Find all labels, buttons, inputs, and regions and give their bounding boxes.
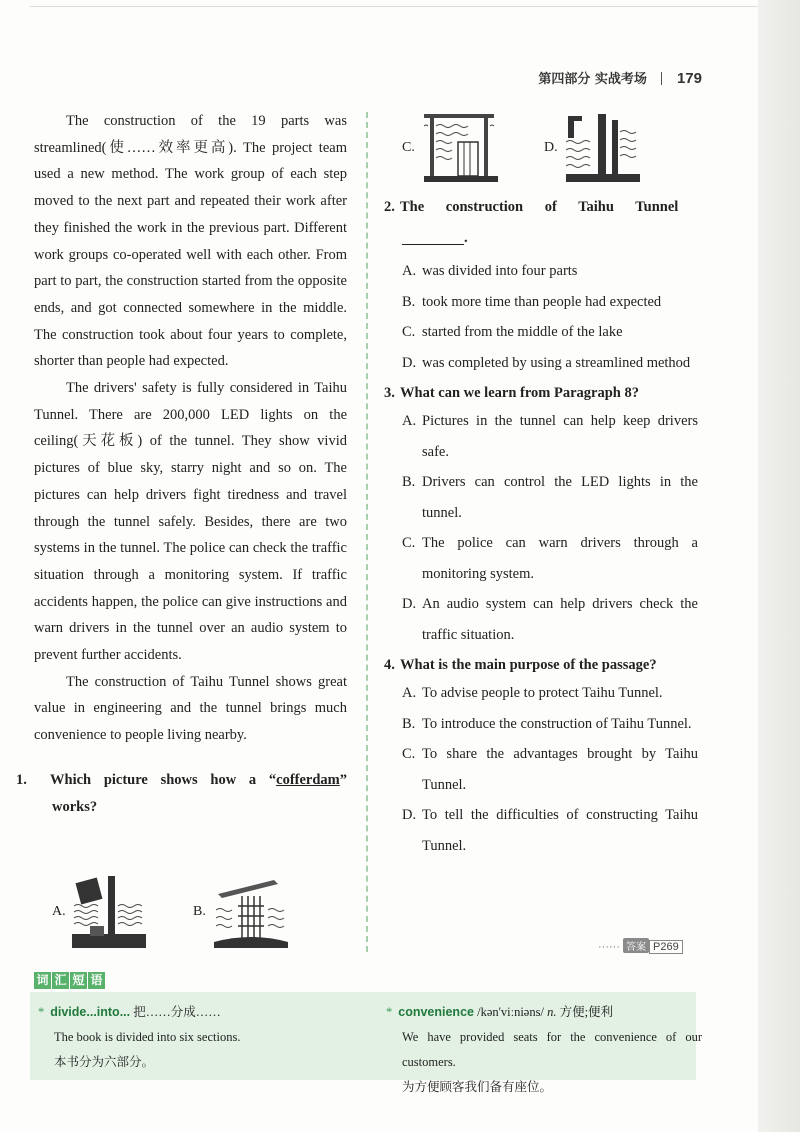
picture-c[interactable] — [424, 112, 498, 182]
q4-option-d[interactable]: D. To tell the difficulties of constructing Taihu Tunnel. — [402, 807, 698, 854]
answer-badge: 答案 — [623, 938, 649, 953]
page-header — [538, 68, 702, 87]
top-rule — [30, 6, 758, 7]
picture-a[interactable] — [72, 876, 146, 948]
q2-option-a[interactable]: A. was divided into four parts — [402, 263, 578, 279]
cofferdam-term: cofferdam — [276, 771, 340, 788]
header-separator — [661, 72, 662, 85]
vocab-title: 词 汇 短 语 — [34, 972, 105, 989]
option-label-b[interactable]: B. — [193, 904, 206, 919]
q4-option-b[interactable]: B. To introduce the construction of Taihu Tunnel. — [402, 715, 692, 732]
question-3-options — [402, 406, 698, 650]
q3-option-c[interactable]: C. The police can warn drivers through a monitoring system. — [402, 535, 698, 582]
q3-option-b[interactable]: B. Drivers can control the LED lights in the tunnel. — [402, 474, 698, 521]
answer-blank[interactable] — [402, 228, 464, 245]
paragraph-7: The drivers' safety is fully considered in Taihu Tunnel. There are 200,000 LED lights on the ceiling(天花板) of the tunnel. They show vivid pictures of blue sky, starry night and so on. The pictures can help drivers fight tiredness and travel through the tunnel safely. Besides, there are two systems in the tunnel. The police can check the traffic situation through a monitoring system. If traffic accidents happen, the police can give instructions and warn drivers in the tunnel over an audio system to prevent further accidents. — [34, 380, 347, 664]
option-label-c[interactable]: C. — [402, 140, 415, 155]
page-edge — [758, 0, 800, 1132]
section-subtitle: 实战考场 — [594, 72, 647, 87]
q2-option-b[interactable]: B. took more time than people had expected — [402, 293, 662, 310]
q3-option-a[interactable]: A. Pictures in the tunnel can help keep drivers safe. — [402, 413, 698, 460]
vocab-box — [30, 992, 702, 1094]
picture-b[interactable] — [214, 876, 288, 948]
question-2: 2. The construction of Taihu Tunnel — [384, 199, 679, 215]
passage-column — [16, 108, 347, 821]
vocab-entry-divide: * divide...into... 把……分成…… The book is divided into six sections. 本书分为六部分。 — [38, 1005, 241, 1069]
column-divider — [366, 112, 368, 952]
paragraph-6: The construction of the 19 parts was streamlined(使……效率更高). The project team used a new method. The work group of each step moved to the next part and repeated their work after they finished the work in the previous part. Different work groups co-operated well with each other. From part to part, the construction started from the opposite ends, and got connected somewhere in the middle. The construction took about four years to complete, shorter than people had expected. — [34, 113, 347, 370]
q2-option-c[interactable]: C. started from the middle of the lake — [402, 324, 623, 340]
q2-option-d[interactable]: D. was completed by using a streamlined method — [402, 354, 691, 371]
option-label-d[interactable]: D. — [544, 140, 558, 155]
question-3: 3. What can we learn from Paragraph 8? — [384, 385, 639, 401]
questions-column — [384, 194, 698, 861]
q4-option-c[interactable]: C. To share the advantages brought by Taihu Tunnel. — [402, 746, 698, 793]
vocab-entry-convenience: * convenience /kən'viːniəns/ n. 方便;便利 We have provided seats for the convenience of our customers. 为方便顾客我们备有座位。 — [386, 1005, 702, 1094]
star-icon: * — [38, 1005, 45, 1019]
picture-d[interactable] — [566, 112, 640, 182]
question-4: 4. What is the main purpose of the passage? — [384, 657, 657, 673]
star-icon: * — [386, 1005, 393, 1019]
question-2-options — [402, 256, 698, 378]
section-title: 第四部分 — [538, 72, 591, 87]
question-4-options — [402, 678, 698, 861]
question-2-blank: . — [384, 220, 698, 256]
q3-option-d[interactable]: D. An audio system can help drivers check the traffic situation. — [402, 596, 698, 643]
option-label-a[interactable]: A. — [52, 904, 66, 919]
question-1: 1. Which picture shows how a “cofferdam” works? — [16, 771, 347, 815]
page-number: 179 — [676, 70, 702, 87]
answer-page: P269 — [649, 940, 683, 954]
paragraph-8: The construction of Taihu Tunnel shows great value in engineering and the tunnel brings much convenience to people living nearby. — [34, 673, 347, 744]
q4-option-a[interactable]: A. To advise people to protect Taihu Tunnel. — [402, 685, 663, 701]
answer-reference[interactable]: ······ 答案 P269 — [598, 938, 683, 954]
